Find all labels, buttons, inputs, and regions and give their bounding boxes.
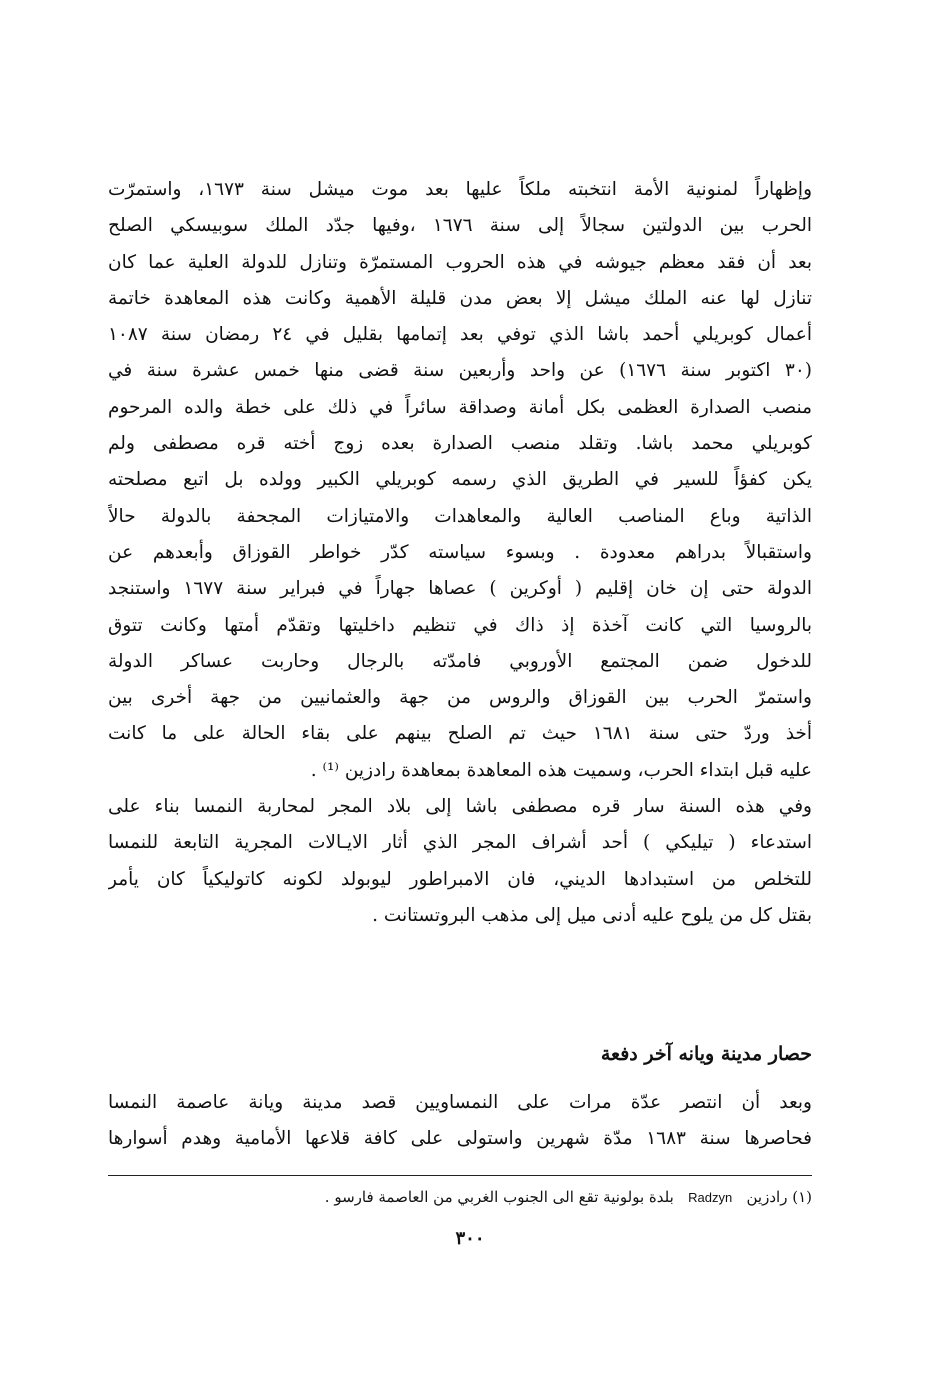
- page-number: ٣٠٠: [455, 1228, 485, 1249]
- text-line: للتخلص من استبدادها الديني، فان الامبراطور ليوبولد لكونه كاتوليكياً كان يأمر: [108, 868, 812, 890]
- text-line: بالروسيا التي كانت آخذة إذ ذاك في تنظيم داخليتها وتقدّم أمتها وكانت تتوق: [108, 614, 812, 636]
- footnote-marker: (١) رادزين: [746, 1188, 812, 1206]
- section-heading: حصار مدينة ويانه آخر دفعة: [600, 1043, 812, 1065]
- text-line: فحاصرها سنة ١٦٨٣ مدّة شهرين واستولى على كافة قلاعها الأمامية وهدم أسوارها: [108, 1128, 812, 1150]
- text-line: وإظهاراً لمنونية الأمة انتخبته ملكاً عليها بعد موت ميشل سنة ١٦٧٣، واستمرّت: [108, 179, 812, 200]
- footnote-latin-term: Radzyn: [688, 1190, 733, 1205]
- text-line: وبعد أن انتصر عدّة مرات على النمساويين قصد مدينة ويانة عاصمة النمسا: [108, 1092, 812, 1113]
- text-line: كوبريلي محمد باشا. وتقلد منصب الصدارة بعده زوج أخته قره مصطفى ولم: [108, 433, 812, 455]
- text-line: عليه قبل ابتداء الحرب، وسميت هذه المعاهدة بمعاهدة رادزين ⁽¹⁾ .: [310, 759, 812, 781]
- text-line: بعد أن فقد معظم جيوشه في هذه الحروب المستمرّة وتنازل للدولة العلية عما كان: [108, 251, 812, 273]
- text-line: (٣٠ اكتوبر سنة ١٦٧٦) عن واحد وأربعين سنة قضى منها خمس عشرة سنة في: [108, 360, 812, 382]
- main-text-block: [108, 172, 812, 934]
- text-line: منصب الصدارة العظمى بكل أمانة وصداقة سائراً في ذلك على خطة والده المرحوم: [108, 396, 812, 418]
- text-line: واستقبالاً بدراهم معدودة . وبسوء سياسته كدّر خواطر القوزاق وأبعدهم عن: [108, 541, 812, 563]
- text-line: وفي هذه السنة سار قره مصطفى باشا إلى بلاد المجر لمحاربة النمسا بناء على: [108, 796, 812, 818]
- text-line: بقتل كل من يلوح عليه أدنى ميل إلى مذهب البروتستانت .: [372, 904, 812, 926]
- text-line: تنازل لها عنه الملك ميشل إلا بعض مدن قليلة الأهمية وكانت هذه المعاهدة خاتمة: [108, 287, 812, 309]
- text-line: أعمال كوبريلي أحمد باشا الذي توفي بعد إتمامها بقليل في ٢٤ رمضان سنة ١٠٨٧: [108, 324, 812, 346]
- section-text-block: [108, 1085, 812, 1158]
- footnote: [325, 1184, 812, 1210]
- text-line: استدعاء ( تيليكي ) أحد أشراف المجر الذي أثار الايـالات المجرية التابعة للنمسا: [108, 832, 812, 854]
- text-line: الحرب بين الدولتين سجالاً إلى سنة ١٦٧٦ ،وفيها جدّد الملك سوبيسكي الصلح: [108, 215, 812, 237]
- text-line: واستمرّ الحرب بين القوزاق والروس من جهة والعثمانيين من جهة أخرى بين: [108, 687, 812, 709]
- text-line: الذاتية وباع المناصب العالية والمعاهدات والامتيازات المجحفة بالدولة حالاً: [108, 505, 812, 527]
- text-line: الدولة حتى إن خان إقليم ( أوكرين ) عصاها جهاراً في فبراير سنة ١٦٧٧ واستنجد: [108, 578, 812, 600]
- text-line: يكن كفؤاً للسير في الطريق الذي رسمه كوبريلي الكبير وولده بل اتبع مصلحته: [108, 469, 812, 491]
- footnote-text: بلدة بولونية تقع الى الجنوب الغربي من العاصمة فارسو .: [324, 1188, 674, 1206]
- text-line: أخذ وردّ حتى سنة ١٦٨١ حيث تم الصلح بينهم على بقاء الحالة على ما كانت: [108, 723, 812, 745]
- text-line: للدخول ضمن المجتمع الأوروبي فامدّته بالرجال وحاربت عساكر الدولة: [108, 650, 812, 672]
- footnote-divider: [108, 1175, 812, 1176]
